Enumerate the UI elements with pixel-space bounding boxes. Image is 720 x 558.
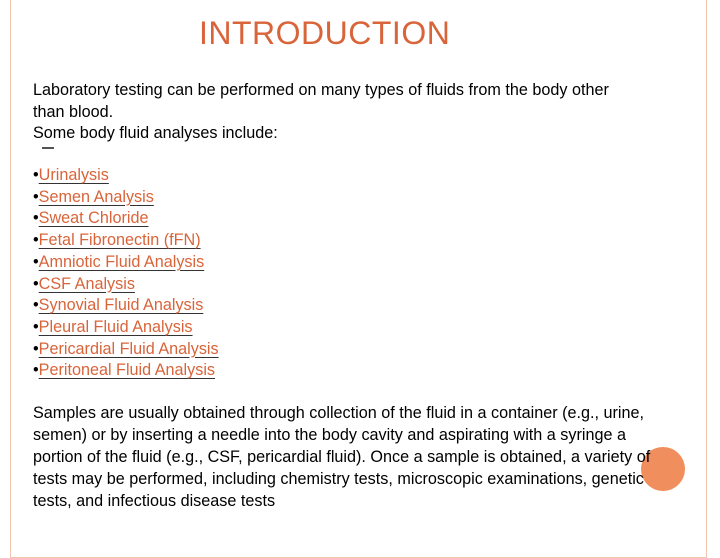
link-peritoneal-fluid-analysis[interactable]: Peritoneal Fluid Analysis bbox=[38, 361, 216, 380]
list-item bbox=[33, 360, 219, 382]
bullet: • bbox=[33, 209, 39, 228]
link-pleural-fluid-analysis[interactable]: Pleural Fluid Analysis bbox=[38, 317, 193, 336]
bullet: • bbox=[33, 166, 39, 184]
intro-line-2: Some body fluid analyses include: bbox=[33, 124, 278, 142]
bullet: • bbox=[33, 339, 39, 358]
list-item bbox=[33, 295, 219, 317]
link-synovial-fluid-analysis[interactable]: Synovial Fluid Analysis bbox=[38, 296, 204, 315]
list-item bbox=[33, 230, 219, 252]
bullet: • bbox=[33, 317, 39, 336]
link-csf-analysis[interactable]: CSF Analysis bbox=[38, 274, 135, 293]
bullet: • bbox=[33, 361, 39, 380]
list-item bbox=[33, 274, 219, 296]
list-item bbox=[33, 317, 219, 339]
link-amniotic-fluid-analysis[interactable]: Amniotic Fluid Analysis bbox=[38, 252, 205, 271]
bullet: • bbox=[33, 187, 39, 206]
bullet: • bbox=[33, 231, 39, 250]
bullet: • bbox=[33, 296, 39, 315]
list-item bbox=[33, 165, 219, 187]
bullet: • bbox=[33, 274, 39, 293]
slide-title: INTRODUCTION bbox=[199, 15, 451, 51]
intro-text bbox=[33, 80, 643, 145]
link-urinalysis[interactable]: Urinalysis bbox=[38, 166, 109, 184]
list-item bbox=[33, 208, 219, 230]
bullet: • bbox=[33, 252, 39, 271]
intro-line-1: Laboratory testing can be performed on many types of fluids from the body other than blood. bbox=[33, 81, 609, 121]
link-semen-analysis[interactable]: Semen Analysis bbox=[38, 187, 154, 206]
link-sweat-chloride[interactable]: Sweat Chloride bbox=[38, 209, 149, 228]
analysis-link-list bbox=[33, 165, 219, 382]
list-item bbox=[33, 187, 219, 209]
list-item bbox=[33, 339, 219, 361]
dash-mark bbox=[42, 147, 54, 149]
link-fetal-fibronectin[interactable]: Fetal Fibronectin (fFN) bbox=[38, 231, 201, 250]
outro-text: Samples are usually obtained through collection of the fluid in a container (e.g., urine, semen) or by inserting a needle into the body cavity and aspirating with a syringe a portion of the fluid (e.g., CSF, pericardial fluid). Once a sample is obtained, a variety of tests may be performed, including chemistry tests, microscopic examinations, genetic tests, and infectious disease tests bbox=[33, 404, 651, 510]
link-pericardial-fluid-analysis[interactable]: Pericardial Fluid Analysis bbox=[38, 339, 219, 358]
list-item bbox=[33, 252, 219, 274]
